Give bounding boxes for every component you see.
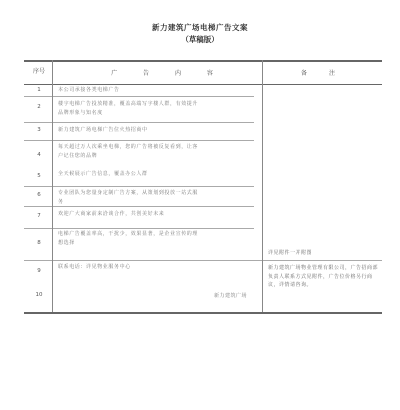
table-top-border bbox=[24, 60, 382, 62]
row-divider bbox=[24, 260, 382, 261]
row-divider bbox=[24, 228, 254, 229]
row-text: 专业团队为您量身定制广告方案，从策划到投放一站式服务 bbox=[58, 190, 199, 205]
row-number: 4 bbox=[37, 152, 41, 158]
row-number: 10 bbox=[35, 292, 43, 298]
document-title: 新力建筑广场电梯广告文案 bbox=[152, 23, 248, 32]
table-bottom-border bbox=[24, 312, 382, 314]
row-divider bbox=[24, 140, 254, 141]
column-divider bbox=[262, 60, 263, 312]
row-number: 5 bbox=[37, 173, 41, 179]
row-text: 楼宇电梯广告投放精准，覆盖高端写字楼人群，有效提升品牌形象与知名度 bbox=[58, 101, 199, 116]
header-seq: 序号 bbox=[32, 68, 45, 75]
remark-block: 新力建筑广场物业管理有限公司，广告招商部负责人联系方式见附件，广告位价格另行商议，详情请咨询。 bbox=[268, 265, 379, 288]
header-remark: 备 注 bbox=[301, 70, 345, 77]
row-text: 联系电话：详见物业服务中心 bbox=[58, 264, 131, 270]
row-divider bbox=[24, 96, 254, 97]
table-header-border bbox=[24, 84, 382, 85]
row-number: 6 bbox=[37, 192, 41, 198]
row-number: 8 bbox=[37, 240, 41, 246]
row-number: 7 bbox=[37, 213, 41, 219]
row-number: 3 bbox=[37, 127, 41, 133]
row-text: 本公司承接各类电梯广告 bbox=[58, 87, 120, 93]
column-divider bbox=[52, 60, 53, 312]
row-text: 每天超过万人次乘坐电梯，您的广告将被反复看到，让客户记住您的品牌 bbox=[58, 144, 199, 159]
row-text: 新力建筑广场电梯广告位火热招商中 bbox=[58, 127, 148, 133]
row-number: 9 bbox=[37, 268, 41, 274]
row-number: 1 bbox=[37, 87, 41, 93]
row-text: 全天候展示广告信息，覆盖办公人群 bbox=[58, 171, 148, 177]
row-number: 2 bbox=[37, 104, 41, 110]
row-divider bbox=[24, 206, 254, 207]
row-text: 欢迎广大商家前来洽谈合作，共创美好未来 bbox=[58, 211, 165, 217]
remark-short: 详见附件一并附图 bbox=[268, 250, 313, 256]
document-subtitle: （草稿版） bbox=[181, 35, 219, 44]
row-divider bbox=[24, 186, 254, 187]
row-text: 电梯广告覆盖率高，干扰少，效果显著，是企业宣传的理想选择 bbox=[58, 231, 199, 246]
header-content: 广 告 内 容 bbox=[111, 70, 225, 77]
row-divider bbox=[24, 122, 254, 123]
signature: 新力建筑广场 bbox=[214, 293, 248, 299]
